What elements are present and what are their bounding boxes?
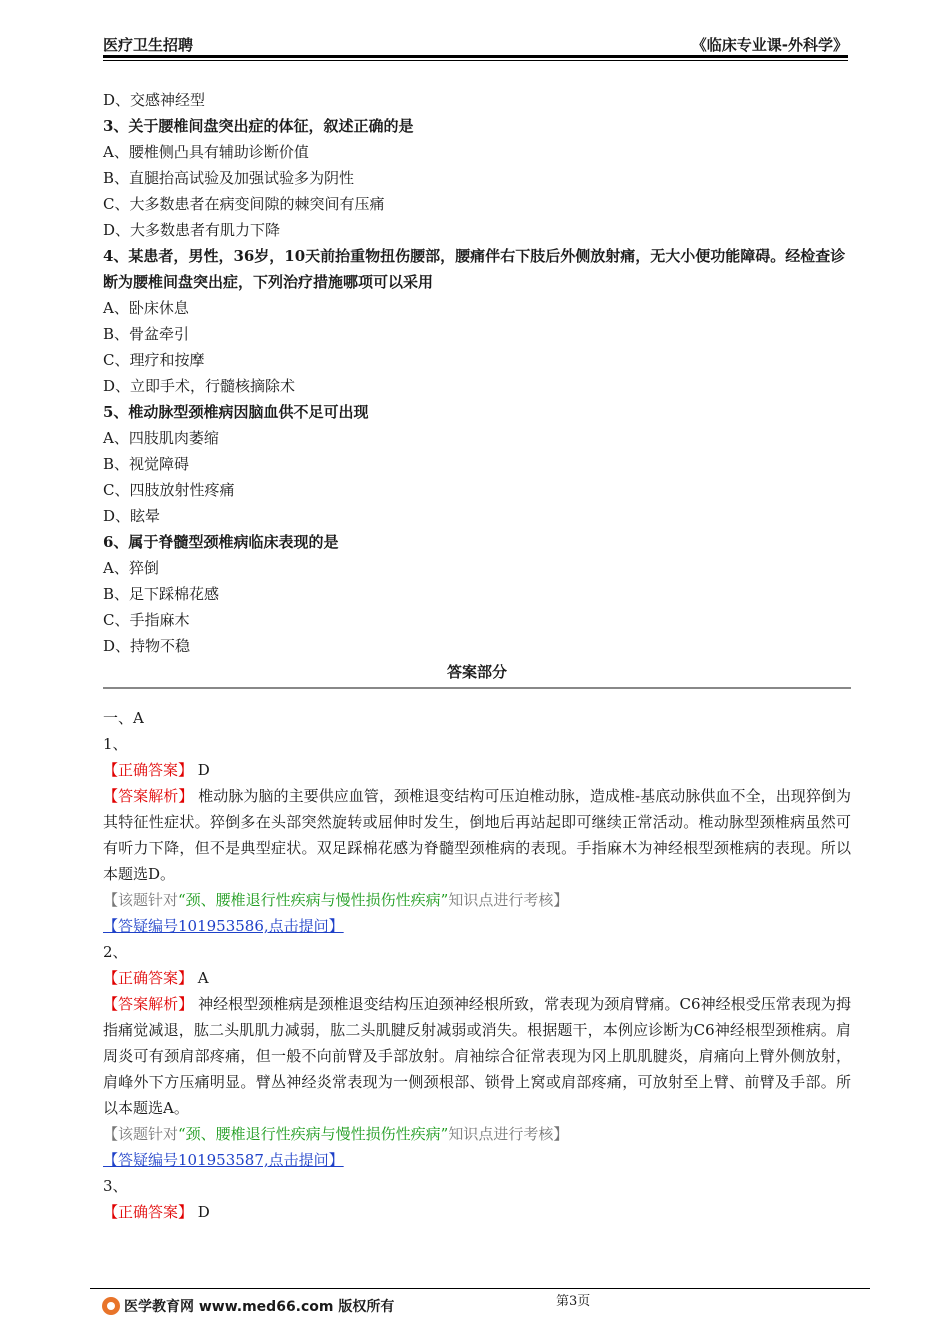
question-list <box>103 87 851 659</box>
correct-answer-label: 【正确答案】 <box>103 761 194 779</box>
question-option: C、手指麻木 <box>103 611 190 629</box>
med66-logo-icon <box>102 1297 120 1315</box>
kp-suffix: 知识点进行考核】 <box>448 891 569 909</box>
question-option: C、四肢放射性疼痛 <box>103 481 235 499</box>
header-right-title: 《临床专业课-外科学》 <box>691 36 848 54</box>
analysis-paragraph <box>103 783 851 887</box>
question-option: A、猝倒 <box>103 559 159 577</box>
answer-number: 2、 <box>103 943 128 961</box>
question-stem: 3、关于腰椎间盘突出症的体征，叙述正确的是 <box>103 117 414 135</box>
answer-3 <box>103 1173 851 1225</box>
kp-prefix: 【该题针对 <box>103 891 179 909</box>
question-option: D、持物不稳 <box>103 637 191 655</box>
header-left-title: 医疗卫生招聘 <box>103 36 194 54</box>
analysis-text: 椎动脉为脑的主要供应血管，颈椎退变结构可压迫椎动脉，造成椎-基底动脉供血不全，出现猝倒为其特征性症状。猝倒多在头部突然旋转或屈伸时发生，倒地后再站起即可继续正常活动。椎动脉型颈椎病虽然可有听力下降，但不是典型症状。双足踩棉花感为脊髓型颈椎病的表现。手指麻木为神经根型颈椎病的表现。所以本题选D。 <box>103 787 851 883</box>
answer-divider <box>103 687 851 689</box>
ask-question-link[interactable]: 【答疑编号101953586,点击提问】 <box>103 917 344 935</box>
question-option: A、腰椎侧凸具有辅助诊断价值 <box>103 143 309 161</box>
answer-2 <box>103 939 851 1173</box>
correct-answer-value: D <box>197 1203 210 1221</box>
question-option: A、四肢肌肉萎缩 <box>103 429 219 447</box>
knowledge-point-note <box>103 887 851 913</box>
footer-rule <box>90 1288 870 1289</box>
correct-answer-label: 【正确答案】 <box>103 1203 194 1221</box>
correct-answer-label: 【正确答案】 <box>103 969 194 987</box>
page-header <box>103 30 848 56</box>
question-option: C、大多数患者在病变间隙的棘突间有压痛 <box>103 195 385 213</box>
answer-section-title: 答案部分 <box>446 663 507 681</box>
kp-prefix: 【该题针对 <box>103 1125 179 1143</box>
page-number: 第3页 <box>556 1294 591 1309</box>
analysis-label: 【答案解析】 <box>103 787 194 805</box>
ask-question-link[interactable]: 【答疑编号101953587,点击提问】 <box>103 1151 344 1169</box>
kp-topic: “颈、腰椎退行性疾病与慢性损伤性疾病” <box>178 891 449 909</box>
correct-answer-row <box>103 757 851 783</box>
question-option: B、直腿抬高试验及加强试验多为阴性 <box>103 169 355 187</box>
answer-number: 3、 <box>103 1177 128 1195</box>
question-option: D、大多数患者有肌力下降 <box>103 221 281 239</box>
question-stem: 6、属于脊髓型颈椎病临床表现的是 <box>103 533 339 551</box>
question-stem: 5、椎动脉型颈椎病因脑血供不足可出现 <box>103 403 369 421</box>
question-option: B、视觉障碍 <box>103 455 190 473</box>
question-option: B、足下踩棉花感 <box>103 585 220 603</box>
kp-suffix: 知识点进行考核】 <box>448 1125 569 1143</box>
correct-answer-value: A <box>197 969 209 987</box>
question-option: D、立即手术，行髓核摘除术 <box>103 377 296 395</box>
header-rule-thick <box>103 55 848 58</box>
section-heading: 一、A <box>103 709 144 727</box>
correct-answer-row <box>103 965 851 991</box>
question-option: D、交感神经型 <box>103 91 206 109</box>
question-stem: 4、某患者，男性，36岁，10天前抬重物扭伤腰部，腰痛伴右下肢后外侧放射痛，无大小便功能障碍。经检查诊断为腰椎间盘突出症，下列治疗措施哪项可以采用 <box>103 247 846 291</box>
answer-number: 1、 <box>103 735 128 753</box>
analysis-label: 【答案解析】 <box>103 995 194 1013</box>
header-rule-thin <box>103 60 848 61</box>
answer-1 <box>103 731 851 939</box>
correct-answer-value: D <box>197 761 210 779</box>
analysis-paragraph <box>103 991 851 1121</box>
question-option: C、理疗和按摩 <box>103 351 205 369</box>
question-option: A、卧床休息 <box>103 299 189 317</box>
knowledge-point-note <box>103 1121 851 1147</box>
kp-topic: “颈、腰椎退行性疾病与慢性损伤性疾病” <box>178 1125 449 1143</box>
question-option: B、骨盆牵引 <box>103 325 190 343</box>
correct-answer-row <box>103 1199 851 1225</box>
document-body <box>103 87 851 1225</box>
analysis-text: 神经根型颈椎病是颈椎退变结构压迫颈神经根所致，常表现为颈肩臂痛。C6神经根受压常表现为拇指痛觉减退，肱二头肌肌力减弱，肱二头肌腱反射减弱或消失。根据题干，本例应诊断为C6神经根型颈椎病。肩周炎可有颈肩部疼痛，但一般不向前臂及手部放射。肩袖综合征常表现为冈上肌肌腱炎，肩痛向上臂外侧放射，肩峰外下方压痛明显。臂丛神经炎常表现为一侧颈根部、锁骨上窝或肩部疼痛，可放射至上臂、前臂及手部。所以本题选A。 <box>103 995 851 1117</box>
question-option: D、眩晕 <box>103 507 161 525</box>
footer-copyright: 医学教育网 www.med66.com 版权所有 <box>124 1299 395 1315</box>
